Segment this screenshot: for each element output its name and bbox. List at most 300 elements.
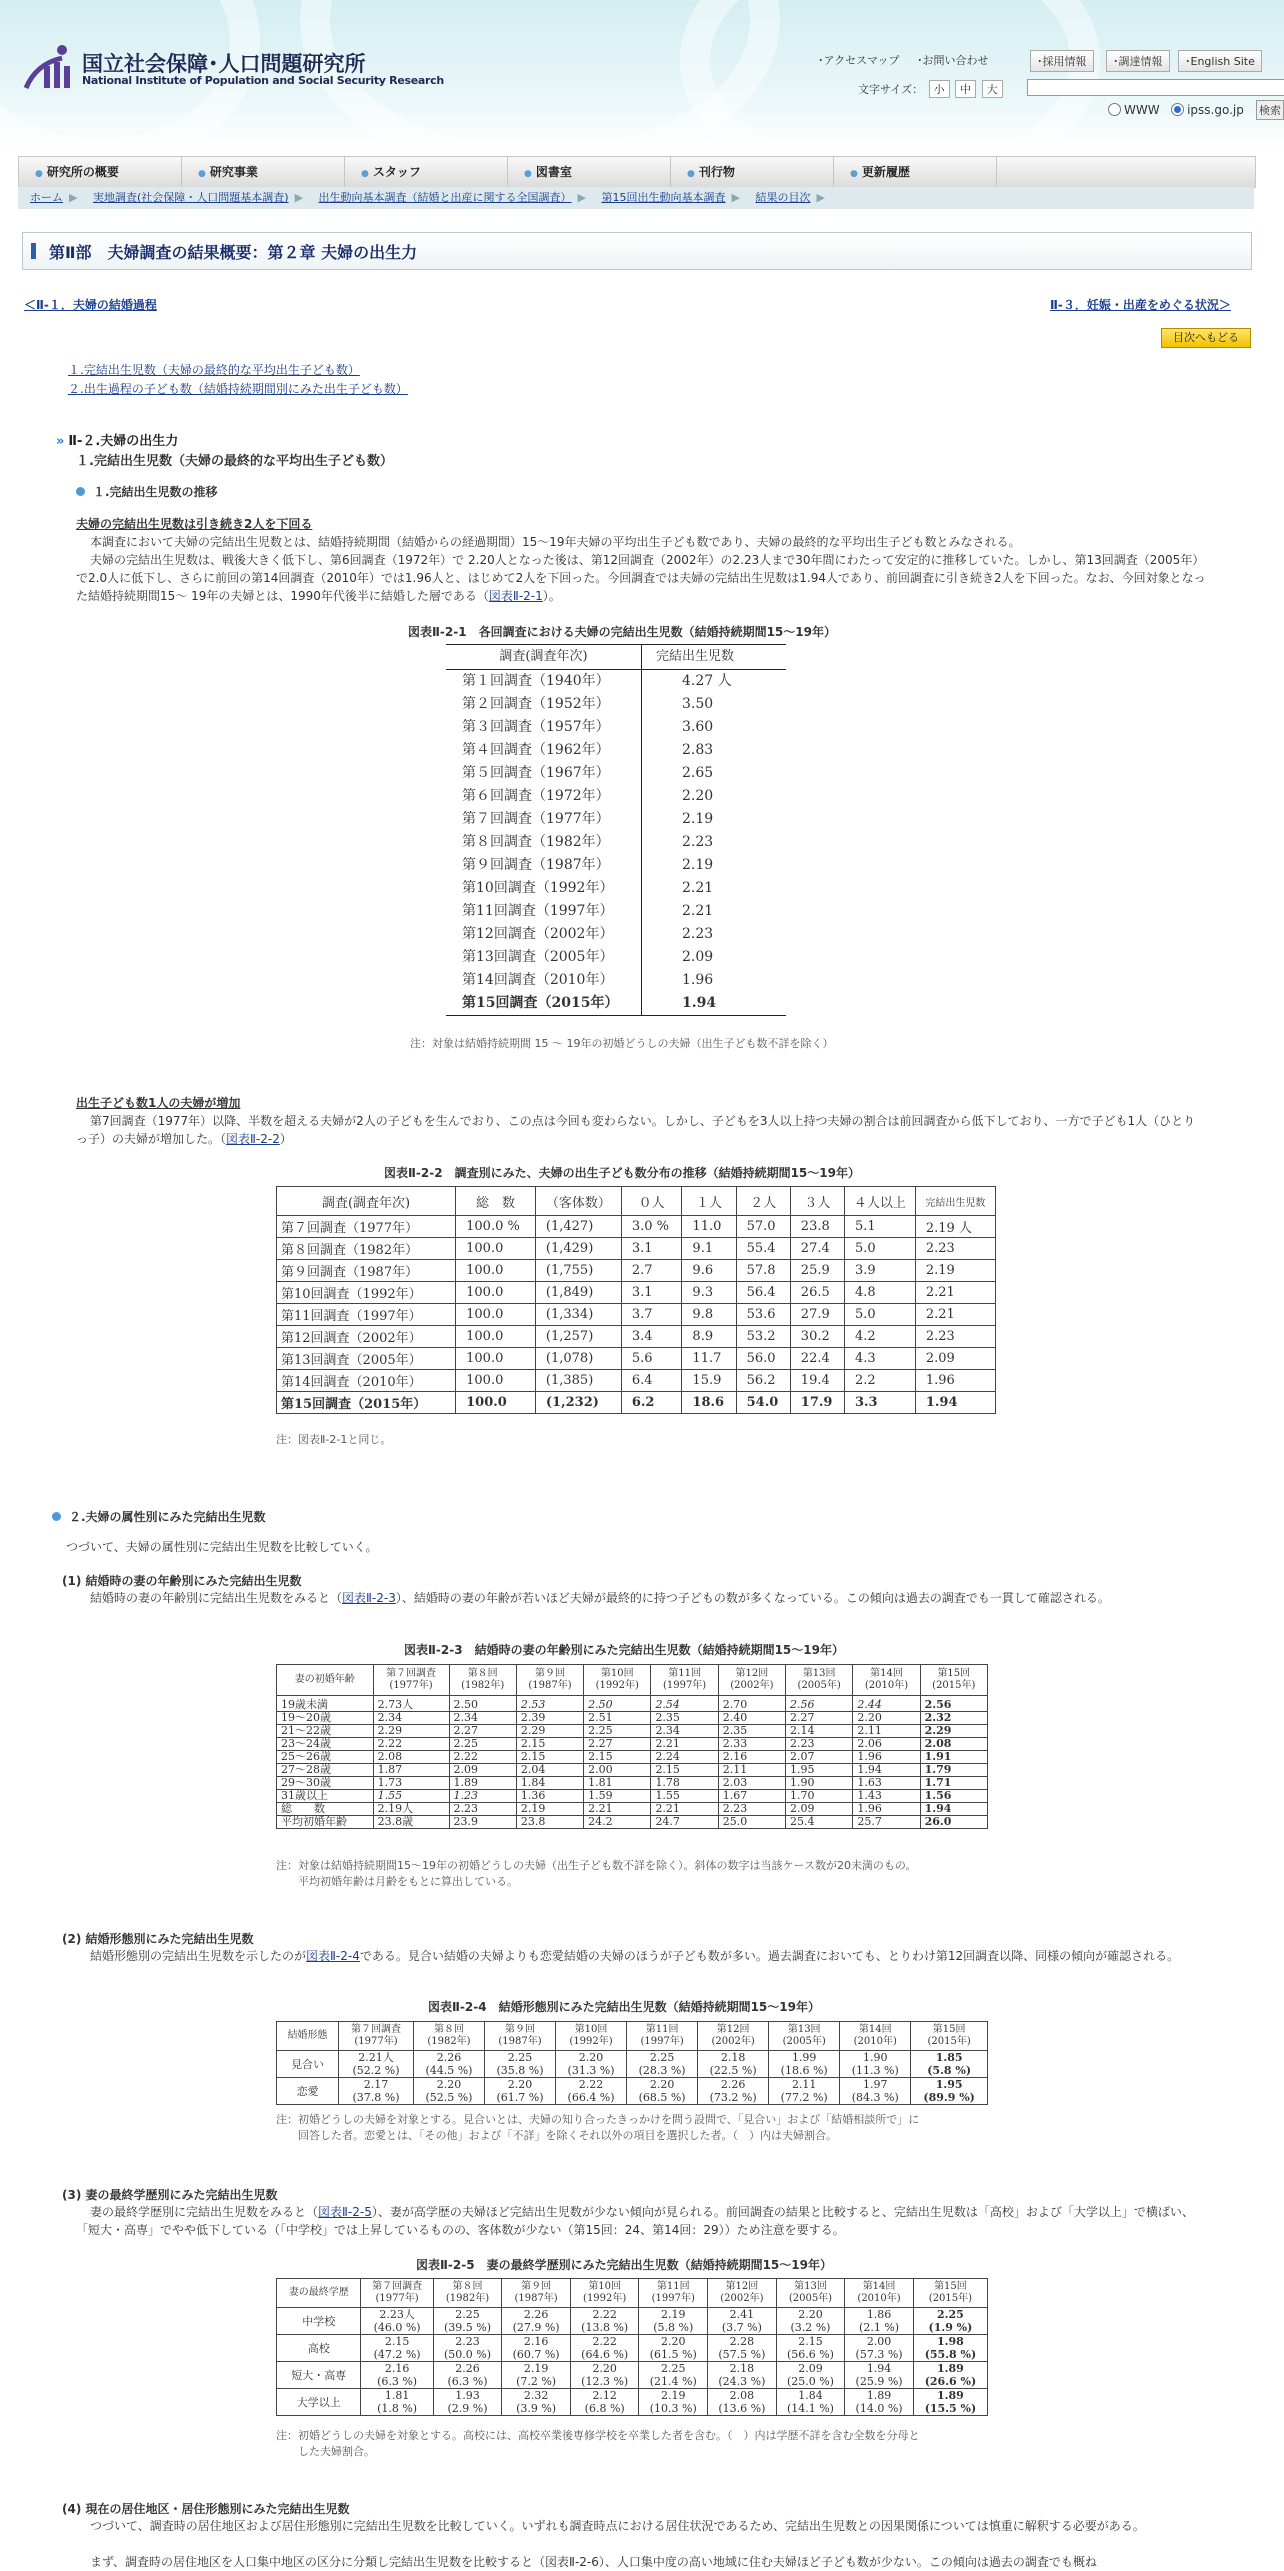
table-cell: 26.5 (790, 1282, 844, 1304)
table-cell (776, 2362, 845, 2389)
table-cell (627, 2051, 698, 2078)
breadcrumb-15th[interactable]: 第15回出生動向基本調査 (601, 191, 726, 204)
header-line: 第12回 (735, 1668, 769, 1679)
table-cell (845, 2389, 914, 2416)
paragraph-5 (76, 1589, 1196, 1607)
double-chevron-icon: » (56, 434, 65, 449)
header-line: (1992年) (569, 2036, 613, 2047)
header-line: 第９回 (521, 2281, 552, 2292)
table-cell: 100.0 (456, 1370, 536, 1392)
table-cell: 2.23 (915, 1326, 995, 1348)
cell-value: 1.89 (866, 2389, 892, 2402)
header-cell (516, 1665, 583, 1696)
table-cell: 5.1 (844, 1216, 915, 1238)
prev-link[interactable]: ＜Ⅱ-１．夫婦の結婚過程 (24, 298, 157, 312)
table-1-col-survey: 調査(調査年次) (446, 645, 642, 669)
table-row (446, 693, 786, 716)
table-cell: (1,078) (535, 1348, 621, 1370)
table-cell (502, 2335, 571, 2362)
survey-cell: 第８回調査（1982年） (446, 831, 642, 854)
header-line: 第15回 (934, 2281, 967, 2292)
heading-residence: (4) 現在の居住地区・居住形態別にみた完結出生児数 (62, 2502, 350, 2516)
table-cell (913, 2335, 987, 2362)
table-2-note: 注：図表Ⅱ-2-1と同じ。 (276, 1433, 392, 1446)
anchor-link-1[interactable]: １.完結出生児数（夫婦の最終的な平均出生子ども数） (68, 363, 360, 377)
cell-value: 2.25 (507, 2051, 533, 2064)
table-cell: 3.7 (621, 1304, 682, 1326)
header-line: (1992年) (595, 1680, 639, 1691)
table-row (277, 2051, 988, 2078)
table-cell: 2.29 (920, 1725, 987, 1738)
table-cell: 2.21 (651, 1803, 718, 1816)
table-cell: 57.0 (736, 1216, 790, 1238)
header-line: 第８回 (467, 1668, 498, 1679)
breadcrumb-survey[interactable]: 実地調査(社会保障・人口問題基本調査) (92, 191, 289, 204)
contact-link[interactable]: ･お問い合わせ (917, 54, 989, 67)
table-1-note: 注：対象は結婚持続期間 15 ～ 19年の初婚どうしの夫婦（出生子ども数不詳を除く） (410, 1037, 834, 1050)
table-row (277, 1777, 988, 1790)
table-cell (413, 2051, 484, 2078)
table-cell: 24.7 (651, 1816, 718, 1829)
table-cell: 29～30歳 (277, 1777, 374, 1790)
table-4-note: 注：初婚どうしの夫婦を対象とする。見合いとは、夫婦の知り合ったきっかけを問う設問で、「見合い」および「結婚相談所で」に 回答した者。恋愛とは、「その他」および「不詳」を除くそれ以外の項目を選択した者。（ ）内は夫婦割合。 (276, 2113, 920, 2142)
table-cell: 2.23 (915, 1238, 995, 1260)
value-cell: 2.19 (682, 811, 714, 827)
fig-2-5-link[interactable]: 図表Ⅱ-2-5 (318, 2205, 372, 2219)
header-line: (1997年) (662, 1680, 707, 1691)
access-map-link[interactable]: ･アクセスマップ (818, 54, 900, 67)
table-cell: 9.8 (682, 1304, 736, 1326)
cell-share: (1.8 %) (377, 2402, 418, 2415)
table-row (277, 1392, 996, 1414)
table-cell: 1.94 (853, 1764, 920, 1777)
value-cell: 1.96 (682, 972, 714, 988)
table-row (277, 1738, 988, 1751)
table-header-row (277, 1665, 988, 1696)
header-line: 第７回調査 (386, 1668, 437, 1679)
font-size-medium[interactable]: 中 (955, 80, 976, 98)
header-decoration (680, 0, 1100, 150)
table-cell: 第８回調査（1982年） (277, 1238, 456, 1260)
table-cell (845, 2362, 914, 2389)
table-cell: 2.39 (516, 1712, 583, 1725)
table-cell: 27.4 (790, 1238, 844, 1260)
table-cell: 25.7 (853, 1816, 920, 1829)
cell-value: 2.15 (798, 2335, 823, 2348)
font-size-label: 文字サイズ： (858, 83, 924, 96)
table-cell: 平均初婚年齢 (277, 1816, 374, 1829)
cell-share: (57.5 %) (718, 2348, 766, 2361)
cell-share: (77.2 %) (780, 2091, 828, 2104)
table-cell: 2.08 (920, 1738, 987, 1751)
header-cell (708, 2279, 777, 2308)
header-cell (639, 2279, 708, 2308)
cell-share: (25.0 %) (786, 2375, 834, 2388)
cell-share: (6.3 %) (377, 2375, 418, 2388)
header-cell (449, 1665, 516, 1696)
ipss-logo-icon (22, 44, 78, 92)
cell-share: (47.2 %) (373, 2348, 421, 2361)
table-row (277, 2335, 988, 2362)
table-cell: 2.27 (584, 1738, 651, 1751)
table-cell (627, 2078, 698, 2105)
table-cell: 2.19 (516, 1803, 583, 1816)
cell-value: 2.19 (661, 2389, 686, 2402)
paragraph-3-end: ） (279, 1132, 292, 1146)
cell-share: (57.3 %) (855, 2348, 903, 2361)
table-cell: 第13回調査（2005年） (277, 1348, 456, 1370)
value-cell: 2.21 (682, 903, 714, 919)
table-cell: 11.0 (682, 1216, 736, 1238)
table-cell: 総 数 (277, 1803, 374, 1816)
cell-share: (44.5 %) (425, 2064, 473, 2077)
table-cell: 54.0 (736, 1392, 790, 1414)
header-cell: ０人 (621, 1187, 682, 1216)
table-5-caption: 図表Ⅱ-2-5 妻の最終学歴別にみた完結出生児数（結婚持続期間15～19年） (416, 2258, 832, 2272)
table-cell: 2.11 (853, 1725, 920, 1738)
table-cell: 23.9 (449, 1816, 516, 1829)
table-cell: 2.32 (920, 1712, 987, 1725)
table-cell: 1.81 (584, 1777, 651, 1790)
table-cell: 19歳未満 (277, 1696, 374, 1712)
cell-value: 1.90 (862, 2051, 888, 2064)
table-cell: 1.95 (786, 1764, 853, 1777)
table-cell: 3.9 (844, 1260, 915, 1282)
table-row (446, 923, 786, 946)
search-scope (1108, 103, 1244, 117)
table-cell: 9.6 (682, 1260, 736, 1282)
table-cell: 第11回調査（1997年） (277, 1304, 456, 1326)
table-cell: 2.08 (373, 1751, 449, 1764)
table-cell: 2.56 (920, 1696, 987, 1712)
cell-value: 2.22 (578, 2078, 604, 2091)
header-line: (2010年) (853, 2036, 897, 2047)
nav-staff[interactable]: ● スタッフ (345, 157, 508, 187)
header-line: 第８回 (452, 2281, 483, 2292)
survey-cell: 第13回調査（2005年） (446, 946, 642, 969)
main-nav (18, 156, 1256, 188)
table-cell (339, 2078, 414, 2105)
table-cell: 2.11 (718, 1764, 785, 1777)
header-cell (413, 2022, 484, 2051)
table-cell: (1,427) (535, 1216, 621, 1238)
table-cell: (1,755) (535, 1260, 621, 1282)
radio-ipss[interactable] (1171, 103, 1184, 116)
table-cell (433, 2362, 502, 2389)
table-cell (361, 2389, 433, 2416)
fig-2-4-link[interactable]: 図表Ⅱ-2-4 (306, 1949, 360, 1963)
header-cell: 結婚形態 (277, 2022, 339, 2051)
cell-value: 2.20 (592, 2362, 617, 2375)
row-label: 恋愛 (277, 2078, 339, 2105)
table-cell: 21～22歳 (277, 1725, 374, 1738)
table-2 (276, 1186, 996, 1414)
font-size-large[interactable]: 大 (982, 80, 1003, 98)
header-line: (1997年) (651, 2293, 695, 2304)
font-size-selector (858, 80, 1003, 98)
nav-library[interactable]: ● 図書室 (508, 157, 671, 187)
table-row (277, 1326, 996, 1348)
paragraph-1: 本調査において夫婦の完結出生児数とは、結婚持続期間（結婚からの経過期間）15～19年夫婦の平均出生子ども数であり、夫婦の最終的な平均出生子ども数とみなされる。 (90, 535, 1021, 549)
table-cell (502, 2389, 571, 2416)
table-cell (484, 2051, 555, 2078)
table-cell (639, 2335, 708, 2362)
header-line: (1982年) (461, 1680, 505, 1691)
cell-value: 2.25 (937, 2308, 964, 2321)
table-cell: 2.53 (516, 1696, 583, 1712)
table-cell: (1,232) (535, 1392, 621, 1414)
table-cell (840, 2051, 911, 2078)
cell-share: (14.1 %) (786, 2402, 834, 2415)
cell-share: (64.6 %) (581, 2348, 629, 2361)
table-1-caption: 図表Ⅱ-2-1 各回調査における夫婦の完結出生児数（結婚持続期間15～19年） (408, 625, 836, 639)
header-cell (502, 2279, 571, 2308)
table-row (446, 877, 786, 900)
table-cell (433, 2335, 502, 2362)
survey-cell: 第12回調査（2002年） (446, 923, 642, 946)
table-cell: 2.20 (853, 1712, 920, 1725)
fig-2-3-link[interactable]: 図表Ⅱ-2-3 (342, 1591, 396, 1605)
paragraph-3-text: 第7回調査（1977年）以降、半数を超える夫婦が2人の子どもを生んでおり、この点は今回も変わらない。しかし、子どもを3人以上持つ夫婦の割合は前回調査から低下しており、一方で子ども1人（ひとりっ子）の夫婦が増加した。（ (76, 1114, 1196, 1146)
org-name-jp: 国立社会保障･人口問題研究所 (82, 52, 366, 76)
header-line: (2005年) (788, 2293, 833, 2304)
header-cell: ４人以上 (844, 1187, 915, 1216)
breadcrumb-fertility-survey[interactable]: 出生動向基本調査（結婚と出産に関する全国調査） (318, 191, 572, 204)
table-cell: 2.34 (449, 1712, 516, 1725)
paragraph-3 (76, 1112, 1206, 1148)
bullet-icon (76, 487, 85, 496)
heading-age: (1) 結婚時の妻の年齢別にみた完結出生児数 (62, 1574, 302, 1588)
nav-about[interactable]: ● 研究所の概要 (19, 157, 182, 187)
fig-2-2-link[interactable]: 図表Ⅱ-2-2 (226, 1132, 280, 1146)
back-to-toc-button[interactable]: 目次へもどる (1161, 328, 1251, 348)
table-cell: (1,257) (535, 1326, 621, 1348)
finding-heading-2: 出生子ども数1人の夫婦が増加 (76, 1096, 241, 1110)
cell-value: 2.09 (798, 2362, 823, 2375)
table-cell: 19～20歳 (277, 1712, 374, 1725)
table-cell: 22.4 (790, 1348, 844, 1370)
cell-share: (61.7 %) (496, 2091, 544, 2104)
table-cell (433, 2389, 502, 2416)
table-cell (361, 2308, 433, 2335)
header-cell (698, 2022, 769, 2051)
cell-share: (1.9 %) (928, 2321, 973, 2334)
cell-share: (10.3 %) (649, 2402, 697, 2415)
anchor-link-2[interactable]: ２.出生過程の子ども数（結婚持続期間別にみた出生子ども数） (68, 382, 408, 396)
heading-type: (2) 結婚形態別にみた完結出生児数 (62, 1932, 254, 1946)
table-cell: 53.6 (736, 1304, 790, 1326)
cell-share: (37.8 %) (352, 2091, 400, 2104)
table-cell: 3.4 (621, 1326, 682, 1348)
header-line: 第９回 (505, 2024, 535, 2035)
table-cell: 2.50 (584, 1696, 651, 1712)
cell-value: 1.95 (935, 2078, 963, 2091)
cell-value: 2.23人 (379, 2308, 415, 2321)
heading-edu: (3) 妻の最終学歴別にみた完結出生児数 (62, 2188, 278, 2202)
table-cell: (1,429) (535, 1238, 621, 1260)
table-cell: 6.2 (621, 1392, 682, 1414)
radio-www-label: WWW (1124, 103, 1160, 117)
table-cell: 2.23 (449, 1803, 516, 1816)
table-cell (570, 2335, 639, 2362)
table-row (446, 670, 786, 693)
table-cell: 25～26歳 (277, 1751, 374, 1764)
next-link[interactable]: Ⅱ-３．妊娠・出産をめぐる状況＞ (1050, 298, 1231, 312)
header-cell (484, 2022, 555, 2051)
font-size-small[interactable]: 小 (929, 80, 950, 98)
header-links (818, 52, 1003, 68)
table-cell: 3.1 (621, 1238, 682, 1260)
header-cell (339, 2022, 414, 2051)
header-line: (1977年) (354, 2036, 398, 2047)
cell-share: (66.4 %) (567, 2091, 615, 2104)
table-cell: 24.2 (584, 1816, 651, 1829)
header-cell (769, 2022, 840, 2051)
table-cell: 26.0 (920, 1816, 987, 1829)
table-cell: 第10回調査（1992年） (277, 1282, 456, 1304)
cell-share: (11.3 %) (851, 2064, 899, 2077)
survey-cell: 第15回調査（2015年） (446, 992, 642, 1015)
table-row (277, 1304, 996, 1326)
table-cell (361, 2362, 433, 2389)
table-row (446, 900, 786, 923)
table-cell (484, 2078, 555, 2105)
table-cell: 2.22 (449, 1751, 516, 1764)
table-cell: 1.55 (651, 1790, 718, 1803)
table-cell: 4.3 (844, 1348, 915, 1370)
table-cell: 1.91 (920, 1751, 987, 1764)
table-row (277, 1282, 996, 1304)
header-cell (840, 2022, 911, 2051)
search-button[interactable]: 検索 (1256, 100, 1284, 120)
table-cell: 5.0 (844, 1304, 915, 1326)
cell-value: 2.25 (661, 2362, 686, 2375)
table-cell: 2.35 (651, 1712, 718, 1725)
table-cell: 4.8 (844, 1282, 915, 1304)
table-row (277, 1260, 996, 1282)
value-cell: 1.94 (682, 995, 717, 1011)
table-cell: 1.70 (786, 1790, 853, 1803)
table-cell: 1.96 (853, 1803, 920, 1816)
table-cell (556, 2051, 627, 2078)
paragraph-6-text: 結婚形態別の完結出生児数を示したのが (90, 1949, 307, 1963)
table-cell: 2.7 (621, 1260, 682, 1282)
header-line: (2005年) (782, 2036, 826, 2047)
header-line: (1987年) (498, 2036, 542, 2047)
search-input[interactable] (1027, 79, 1284, 96)
table-cell: 1.36 (516, 1790, 583, 1803)
table-cell: 2.09 (449, 1764, 516, 1777)
cell-share: (13.6 %) (718, 2402, 766, 2415)
table-cell: 2.00 (584, 1764, 651, 1777)
table-cell (570, 2308, 639, 2335)
table-row (446, 739, 786, 762)
cell-value: 2.18 (729, 2362, 755, 2375)
table-row (446, 716, 786, 739)
table-row (446, 969, 786, 992)
row-label: 短大・高専 (277, 2362, 361, 2389)
cell-value: 2.15 (384, 2335, 410, 2348)
breadcrumb-home[interactable]: ホーム (30, 191, 63, 204)
header-cell (920, 1665, 987, 1696)
cell-share: (46.0 %) (373, 2321, 421, 2334)
table-cell: 100.0 (456, 1392, 536, 1414)
table-cell: 2.15 (651, 1764, 718, 1777)
header-line: (1977年) (389, 1680, 433, 1691)
table-cell: 1.94 (920, 1803, 987, 1816)
bullet-heading-2 (52, 1508, 266, 1525)
cell-value: 1.84 (798, 2389, 823, 2402)
subsection-heading: １.完結出生児数（夫婦の最終的な平均出生子ども数） (76, 454, 393, 469)
table-cell: (1,849) (535, 1282, 621, 1304)
paragraph-4: つづいて、夫婦の属性別に完結出生児数を比較していく。 (66, 1540, 378, 1554)
radio-www[interactable] (1108, 103, 1121, 116)
cell-value: 1.97 (862, 2078, 888, 2091)
table-header-row (277, 2022, 988, 2051)
breadcrumb-results-toc[interactable]: 結果の目次 (755, 191, 811, 204)
table-cell: 17.9 (790, 1392, 844, 1414)
header-line: (1997年) (640, 2036, 684, 2047)
cell-share: (5.8 %) (927, 2064, 972, 2077)
header-cell (373, 1665, 449, 1696)
nav-research[interactable]: ● 研究事業 (182, 157, 345, 187)
table-cell: 1.94 (915, 1392, 995, 1414)
table-cell (708, 2389, 777, 2416)
cell-value: 2.28 (729, 2335, 755, 2348)
recruit-button[interactable]: ･採用情報 (1030, 50, 1094, 72)
paragraph-2-end: ）。 (542, 589, 561, 603)
header-line: 第10回 (574, 2024, 608, 2035)
cell-value: 2.23 (455, 2335, 480, 2348)
table-cell (708, 2362, 777, 2389)
nav-publications[interactable]: ● 刊行物 (671, 157, 834, 187)
average-row (277, 1816, 988, 1829)
table-cell: 19.4 (790, 1370, 844, 1392)
table-cell: 1.78 (651, 1777, 718, 1790)
paragraph-2-text: 夫婦の完結出生児数は、戦後大きく低下し、第6回調査（1972年）で 2.20人となった後は、第12回調査（2002年）の2.23人まで30年間にわたって安定的に推移していた。しかし、第13回調査（2005年）で2.0人に低下し、さらに前回の第14回調査（2010年）では1.96人と、はじめて2人を下回った。今回調査では夫婦の完結出生児数は1.94人であり、前回調査に引き続き2人を下回った。なお、今回対象となった結婚持続期間15～ 19年の夫婦とは、1990年代後半に結婚した層である（ (76, 553, 1206, 603)
english-site-button[interactable]: ･English Site (1178, 50, 1262, 72)
value-cell: 2.09 (682, 949, 714, 965)
table-cell: 2.09 (915, 1348, 995, 1370)
table-cell: 1.71 (920, 1777, 987, 1790)
cell-value: 1.93 (455, 2389, 480, 2402)
table-cell: 2.16 (718, 1751, 785, 1764)
table-row (446, 992, 786, 1015)
nav-updates[interactable]: ● 更新履歴 (834, 157, 997, 187)
survey-cell: 第３回調査（1957年） (446, 716, 642, 739)
fig-2-1-link[interactable]: 図表Ⅱ-2-1 (488, 589, 543, 603)
cell-value: 2.00 (866, 2335, 892, 2348)
paragraph-5-text: 結婚時の妻の年齢別に完結出生児数をみると（ (90, 1591, 343, 1605)
cell-share: (55.8 %) (924, 2348, 977, 2361)
table-cell: 2.29 (373, 1725, 449, 1738)
table-row (277, 1725, 988, 1738)
table-cell: 3.1 (621, 1282, 682, 1304)
table-cell: 31歳以上 (277, 1790, 374, 1803)
header-cell (570, 2279, 639, 2308)
header-line: (2002年) (711, 2036, 755, 2047)
table-cell: 2.29 (516, 1725, 583, 1738)
table-cell: 55.4 (736, 1238, 790, 1260)
cell-share: (25.9 %) (855, 2375, 903, 2388)
procurement-button[interactable]: ･調達情報 (1106, 50, 1170, 72)
cell-share: (3.9 %) (516, 2402, 557, 2415)
table-cell: 1.73 (373, 1777, 449, 1790)
header-line: (2015年) (928, 2293, 973, 2304)
header-line: 第７回調査 (372, 2281, 423, 2292)
header-cell: （客体数） (535, 1187, 621, 1216)
table-cell: 1.79 (920, 1764, 987, 1777)
